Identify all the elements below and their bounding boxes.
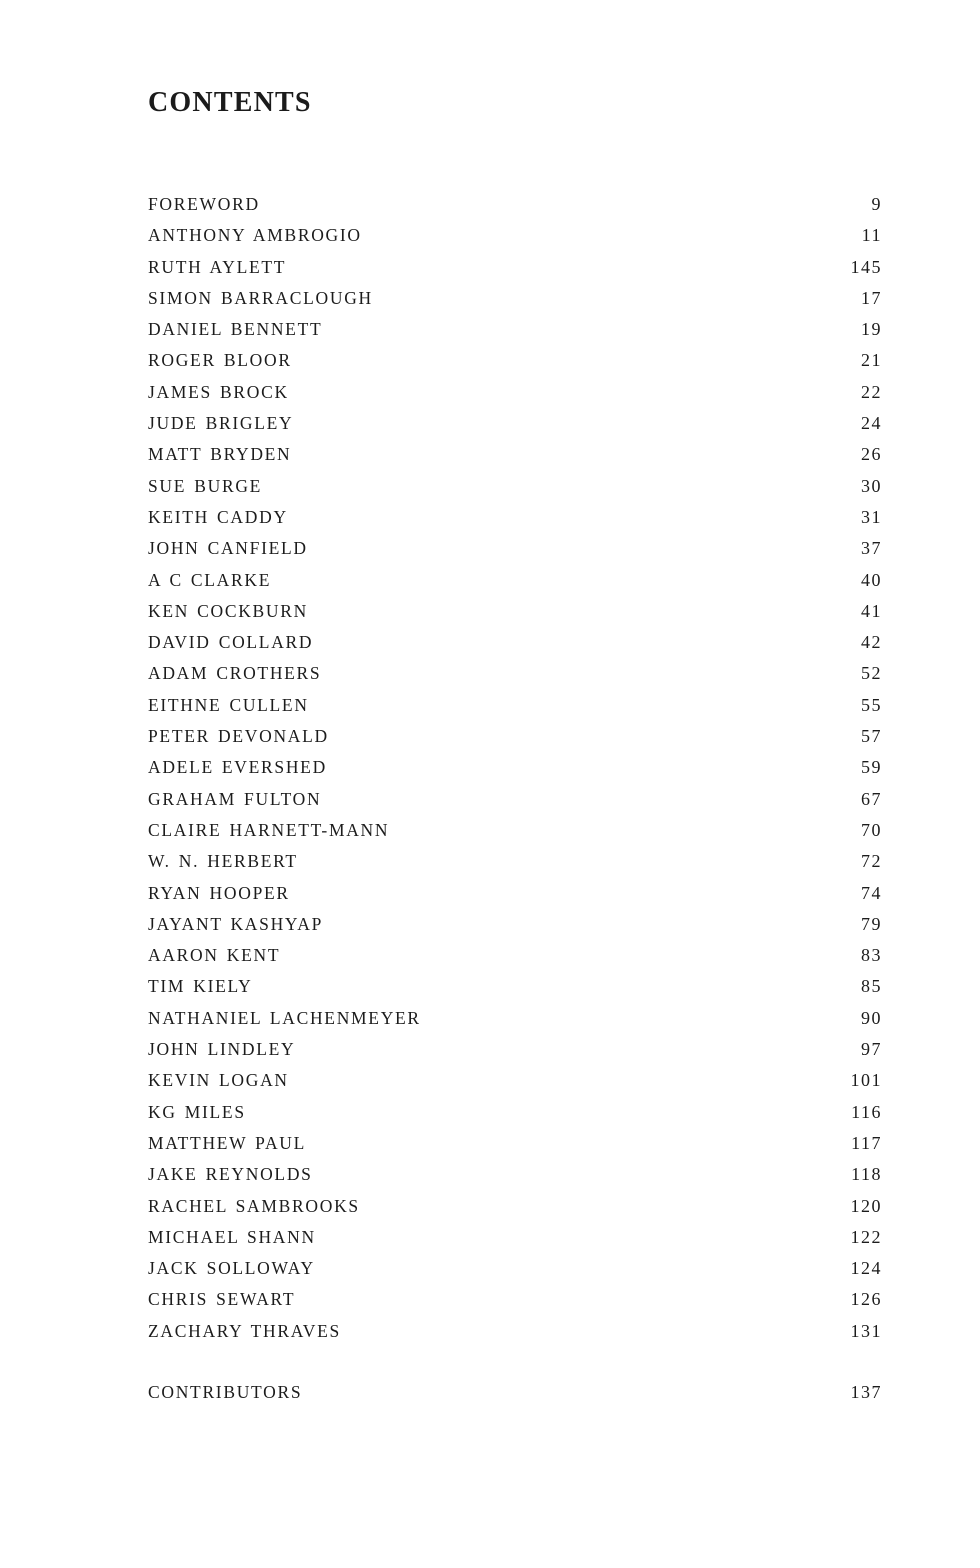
toc-entry-label: AARON KENT: [148, 945, 281, 966]
toc-entry: [148, 909, 882, 940]
toc-entry-label: KG MILES: [148, 1101, 246, 1122]
toc-entry: [148, 1065, 882, 1096]
toc-entry-label: EITHNE CULLEN: [148, 694, 309, 715]
toc-entry: [148, 377, 882, 408]
toc-entry: [148, 752, 882, 783]
toc-entry: [148, 283, 882, 314]
toc-entry: [148, 596, 882, 627]
toc-entry: [148, 690, 882, 721]
toc-entry-page-number: 42: [861, 632, 882, 653]
toc-entry-page-number: 74: [861, 882, 882, 903]
toc-list: [148, 189, 882, 1347]
toc-entry-page-number: 79: [861, 913, 882, 934]
toc-entry-label: ADAM CROTHERS: [148, 663, 322, 684]
toc-entry-label: TIM KIELY: [148, 976, 253, 997]
toc-entry-label: KEITH CADDY: [148, 506, 288, 527]
toc-entry-label: PETER DEVONALD: [148, 726, 329, 747]
toc-entry-page-number: 90: [861, 1007, 882, 1028]
toc-entry-page-number: 21: [861, 350, 882, 371]
toc-entry-label: ANTHONY AMBROGIO: [148, 225, 362, 246]
toc-entry-label: JAKE REYNOLDS: [148, 1164, 313, 1185]
toc-entry-page-number: 83: [861, 945, 882, 966]
toc-entry-label: JUDE BRIGLEY: [148, 413, 294, 434]
toc-entry-page-number: 59: [861, 757, 882, 778]
toc-entry-label: A C CLARKE: [148, 569, 272, 590]
toc-entry-page-number: 24: [861, 413, 882, 434]
toc-entry-page-number: 30: [861, 475, 882, 496]
toc-entry-page-number: 126: [850, 1289, 882, 1310]
toc-entry: [148, 1222, 882, 1253]
toc-entry-page-number: 55: [861, 694, 882, 715]
toc-entry: [148, 533, 882, 564]
toc-entry-page-number: 40: [861, 569, 882, 590]
toc-entry-label: RUTH AYLETT: [148, 256, 287, 277]
toc-entry-label: JAMES BROCK: [148, 381, 289, 402]
toc-entry-label: DANIEL BENNETT: [148, 319, 323, 340]
toc-entry-page-number: 85: [861, 976, 882, 997]
toc-entry-page-number: 19: [861, 319, 882, 340]
toc-entry-label: CLAIRE HARNETT-MANN: [148, 819, 390, 840]
toc-entry: [148, 1159, 882, 1190]
toc-entry-label: KEVIN LOGAN: [148, 1070, 289, 1091]
toc-entry: [148, 1128, 882, 1159]
toc-entry-label: DAVID COLLARD: [148, 632, 314, 653]
toc-entry-page-number: 120: [850, 1195, 882, 1216]
toc-entry-page-number: 131: [850, 1320, 882, 1341]
toc-entry: [148, 1253, 882, 1284]
toc-entry-label: ADELE EVERSHED: [148, 757, 327, 778]
toc-entry: [148, 502, 882, 533]
toc-entry: [148, 1284, 882, 1315]
toc-entry: [148, 1003, 882, 1034]
toc-entry: [148, 1191, 882, 1222]
toc-entry: [148, 846, 882, 877]
toc-entry: [148, 345, 882, 376]
toc-entry-page-number: 72: [861, 851, 882, 872]
toc-entry-page-number: 122: [850, 1226, 882, 1247]
toc-entry-page-number: 117: [851, 1132, 882, 1153]
toc-entry: [148, 252, 882, 283]
toc-entry-label: RYAN HOOPER: [148, 882, 290, 903]
toc-entry: [148, 1034, 882, 1065]
toc-entry-label: CHRIS SEWART: [148, 1289, 296, 1310]
toc-entry: [148, 189, 882, 220]
toc-entry-page-number: 101: [850, 1070, 882, 1091]
toc-entry-page-number: 31: [861, 506, 882, 527]
toc-entry: [148, 940, 882, 971]
toc-entry: [148, 1097, 882, 1128]
toc-entry-label: JOHN LINDLEY: [148, 1039, 296, 1060]
toc-entry: [148, 439, 882, 470]
toc-entry-label: MATTHEW PAUL: [148, 1132, 307, 1153]
toc-entry: [148, 408, 882, 439]
toc-entry-page-number: 97: [861, 1039, 882, 1060]
toc-entry-contributors: [148, 1377, 882, 1408]
toc-entry-label: W. N. HERBERT: [148, 851, 298, 872]
contributors-label: CONTRIBUTORS: [148, 1381, 303, 1402]
toc-entry: [148, 1316, 882, 1347]
toc-entry-label: SIMON BARRACLOUGH: [148, 287, 373, 308]
toc-entry-page-number: 9: [871, 194, 882, 214]
toc-entry: [148, 971, 882, 1002]
toc-entry-page-number: 26: [861, 444, 882, 465]
toc-entry-label: JOHN CANFIELD: [148, 538, 308, 559]
toc-entry-label: JACK SOLLOWAY: [148, 1258, 315, 1279]
toc-entry-page-number: 124: [850, 1258, 882, 1279]
toc-entry: [148, 220, 882, 251]
toc-entry-label: GRAHAM FULTON: [148, 788, 322, 809]
toc-entry-page-number: 17: [861, 287, 882, 308]
toc-entry-page-number: 118: [851, 1164, 882, 1185]
toc-entry-label: KEN COCKBURN: [148, 600, 308, 621]
toc-entry: [148, 878, 882, 909]
toc-entry-page-number: 22: [861, 381, 882, 402]
toc-entry-page-number: 37: [861, 538, 882, 559]
toc-entry-label: NATHANIEL LACHENMEYER: [148, 1007, 421, 1028]
toc-entry: [148, 565, 882, 596]
toc-entry: [148, 627, 882, 658]
toc-entry: [148, 784, 882, 815]
toc-entry-page-number: 41: [861, 600, 882, 621]
toc-entry-page-number: 145: [850, 256, 882, 277]
toc-entry: [148, 721, 882, 752]
toc-entry-label: FOREWORD: [148, 194, 260, 214]
toc-entry-page-number: 70: [861, 819, 882, 840]
toc-entry-page-number: 67: [861, 788, 882, 809]
toc-entry-page-number: 116: [851, 1101, 882, 1122]
toc-entry: [148, 314, 882, 345]
toc-entry-label: ZACHARY THRAVES: [148, 1320, 341, 1341]
toc-entry: [148, 471, 882, 502]
toc-entry-label: MATT BRYDEN: [148, 444, 292, 465]
toc-entry-label: MICHAEL SHANN: [148, 1226, 316, 1247]
toc-entry-label: RACHEL SAMBROOKS: [148, 1195, 360, 1216]
toc-entry-label: JAYANT KASHYAP: [148, 913, 324, 934]
contributors-page-number: 137: [850, 1381, 882, 1402]
toc-entry-page-number: 52: [861, 663, 882, 684]
page-title: CONTENTS: [148, 87, 312, 118]
toc-entry-page-number: 57: [861, 726, 882, 747]
toc-entry-label: SUE BURGE: [148, 475, 263, 496]
toc-entry-page-number: 11: [861, 225, 882, 246]
toc-entry: [148, 815, 882, 846]
toc-entry-label: ROGER BLOOR: [148, 350, 292, 371]
toc-entry: [148, 658, 882, 689]
